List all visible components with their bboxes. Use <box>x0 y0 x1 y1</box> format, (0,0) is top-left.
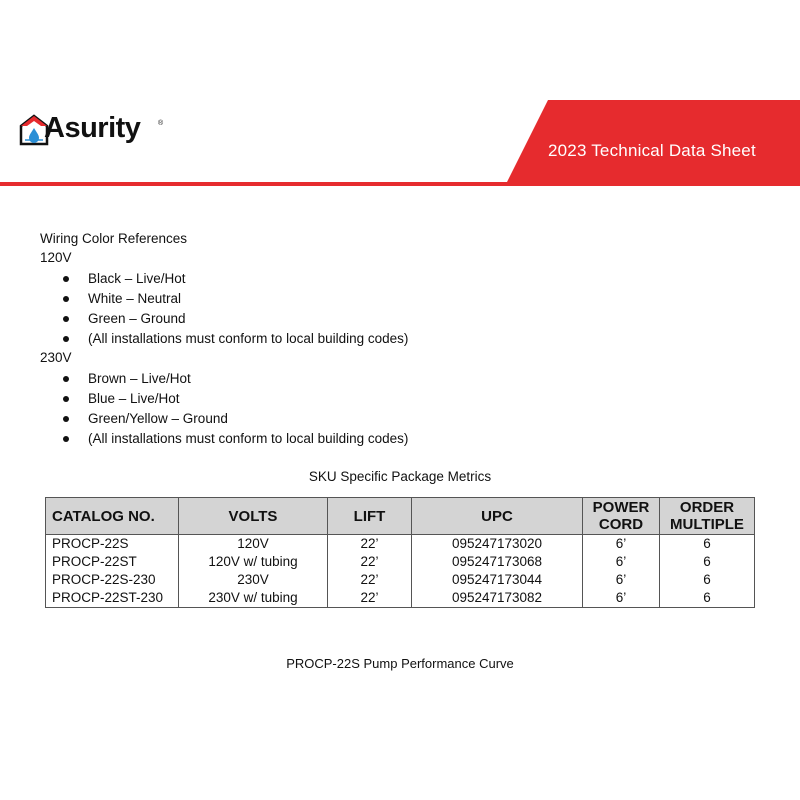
cell-power-cord: 6’ <box>583 535 660 554</box>
list-item <box>61 409 408 429</box>
wiring-list-120v <box>61 269 408 349</box>
cell-order-multiple: 6 <box>660 553 755 571</box>
bullet-icon <box>63 336 69 342</box>
list-item-text: (All installations must conform to local building codes) <box>88 331 409 346</box>
bullet-icon <box>63 296 69 302</box>
brand-wordmark: Asurity <box>44 112 141 144</box>
table-header-row <box>46 498 755 535</box>
list-item-text: Green – Ground <box>88 311 186 326</box>
wiring-list-230v <box>61 369 408 449</box>
wiring-heading: Wiring Color References <box>40 231 188 246</box>
cell-volts: 120V <box>179 535 328 554</box>
cell-catalog: PROCP-22S-230 <box>46 571 179 589</box>
order-multiple-header-text: ORDER MULTIPLE <box>670 499 744 533</box>
list-item <box>61 289 408 309</box>
cell-catalog: PROCP-22ST <box>46 553 179 571</box>
cell-power-cord: 6’ <box>583 571 660 589</box>
bullet-icon <box>63 416 69 422</box>
list-item <box>61 369 408 389</box>
column-header-catalog: CATALOG NO. <box>46 498 179 535</box>
table-row <box>46 535 755 554</box>
cell-lift: 22’ <box>328 571 412 589</box>
list-item-text: White – Neutral <box>88 291 182 306</box>
header-divider <box>0 182 800 186</box>
cell-catalog: PROCP-22S <box>46 535 179 554</box>
cell-order-multiple: 6 <box>660 571 755 589</box>
cell-upc: 095247173020 <box>412 535 583 554</box>
cell-lift: 22’ <box>328 553 412 571</box>
sku-table-caption: SKU Specific Package Metrics <box>308 469 492 484</box>
list-item <box>61 309 408 329</box>
bullet-icon <box>63 376 69 382</box>
bullet-icon <box>63 276 69 282</box>
list-item-text: (All installations must conform to local building codes) <box>88 431 409 446</box>
cell-catalog: PROCP-22ST-230 <box>46 589 179 608</box>
bullet-icon <box>63 316 69 322</box>
bullet-icon <box>63 396 69 402</box>
column-header-order-multiple <box>660 498 755 535</box>
cell-volts: 230V w/ tubing <box>179 589 328 608</box>
cell-volts: 230V <box>179 571 328 589</box>
list-item-text: Blue – Live/Hot <box>88 391 180 406</box>
table-row <box>46 553 755 571</box>
voltage-label-230v: 230V <box>40 350 72 365</box>
list-item <box>61 329 408 349</box>
list-item <box>61 389 408 409</box>
table-row <box>46 571 755 589</box>
power-cord-header-text: POWER CORD <box>592 499 650 533</box>
voltage-label-120v: 120V <box>40 250 72 265</box>
list-item-text: Black – Live/Hot <box>88 271 186 286</box>
cell-volts: 120V w/ tubing <box>179 553 328 571</box>
performance-curve-caption: PROCP-22S Pump Performance Curve <box>286 656 514 671</box>
column-header-lift: LIFT <box>328 498 412 535</box>
cell-upc: 095247173082 <box>412 589 583 608</box>
list-item-text: Brown – Live/Hot <box>88 371 191 386</box>
cell-order-multiple: 6 <box>660 535 755 554</box>
list-item <box>61 269 408 289</box>
cell-lift: 22’ <box>328 589 412 608</box>
cell-order-multiple: 6 <box>660 589 755 608</box>
table-row <box>46 589 755 608</box>
registered-mark: ® <box>158 120 164 127</box>
column-header-volts: VOLTS <box>179 498 328 535</box>
cell-power-cord: 6’ <box>583 553 660 571</box>
column-header-power-cord <box>583 498 660 535</box>
cell-power-cord: 6’ <box>583 589 660 608</box>
page-title: 2023 Technical Data Sheet <box>548 141 756 160</box>
cell-upc: 095247173068 <box>412 553 583 571</box>
cell-upc: 095247173044 <box>412 571 583 589</box>
list-item-text: Green/Yellow – Ground <box>88 411 228 426</box>
cell-lift: 22’ <box>328 535 412 554</box>
bullet-icon <box>63 436 69 442</box>
sku-metrics-table <box>45 497 755 608</box>
column-header-upc: UPC <box>412 498 583 535</box>
list-item <box>61 429 408 449</box>
